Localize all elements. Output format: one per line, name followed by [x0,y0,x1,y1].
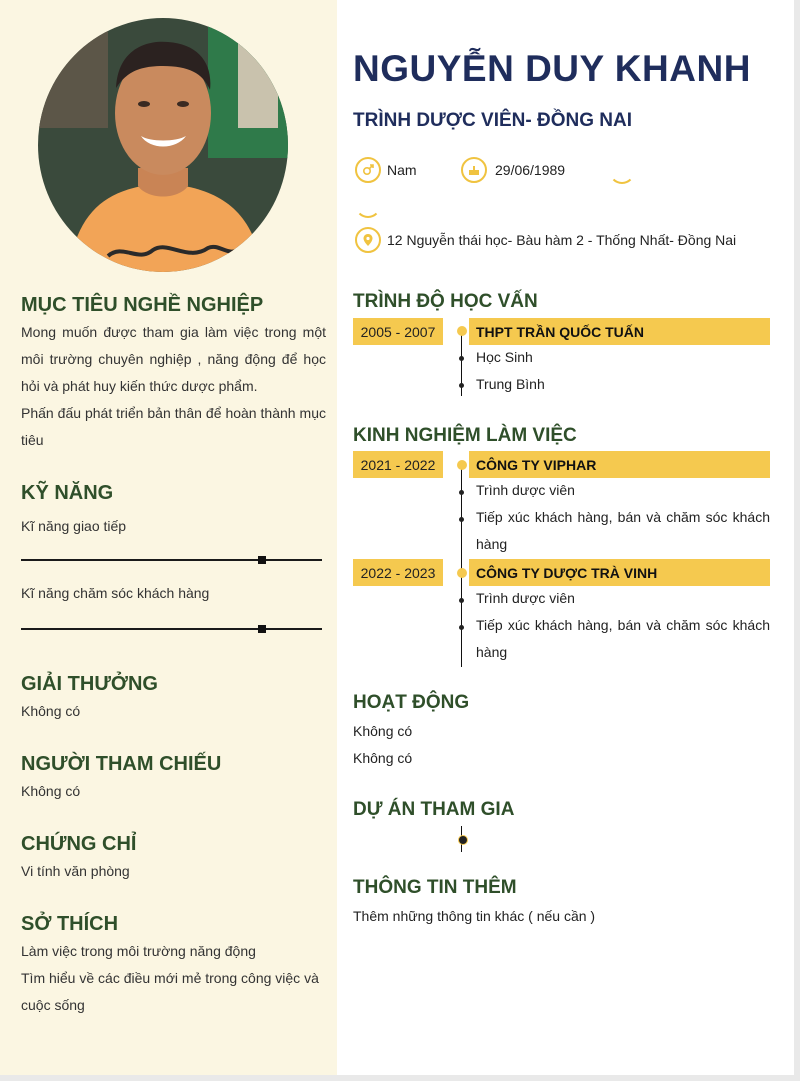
birthday-cake-icon [461,157,487,183]
skills-title: KỸ NĂNG [21,482,114,504]
hobbies-text-1: Làm việc trong môi trường năng động [21,943,256,959]
activities-text-1: Không có [353,723,413,739]
education-grade: Trung Bình [476,376,545,392]
address-info [355,227,736,253]
experience-title: KINH NGHIỆM LÀM VIỆC [353,425,577,446]
experience-2-role: Trình dược viên [476,590,575,606]
skill-bar-customer-care [21,628,322,630]
skill-knob [258,625,266,633]
gender-value: Nam [387,162,417,178]
certificates-title: CHỨNG CHỈ [21,833,137,855]
certificates-text: Vi tính văn phòng [21,863,130,879]
experience-1-company: CÔNG TY VIPHAR [469,451,770,478]
bullet-dot [459,490,464,495]
timeline-dot [457,326,467,336]
skill-knob [258,556,266,564]
education-title: TRÌNH ĐỘ HỌC VẤN [353,291,538,312]
references-section [21,753,326,805]
objective-section [21,294,326,454]
timeline-dot [457,568,467,578]
birthday-info [461,157,565,183]
timeline-dot [458,835,468,845]
bullet-dot [459,383,464,388]
awards-section [21,673,326,725]
hobbies-section [21,913,326,1019]
skills-section [21,482,326,534]
gender-info [355,157,417,183]
email-icon-placeholder [355,192,381,218]
references-title: NGƯỜI THAM CHIẾU [21,753,222,775]
skill-bar-communication [21,559,322,561]
awards-text: Không có [21,703,81,719]
address-value: 12 Nguyễn thái học- Bàu hàm 2 - Thống Nhất- Đồng Nai [387,232,737,248]
bullet-dot [459,625,464,630]
certificates-section [21,833,326,885]
hobbies-title: SỞ THÍCH [21,913,119,935]
phone-icon-placeholder [609,158,635,184]
experience-2-desc: Tiếp xúc khách hàng, bán và chăm sóc khách hàng [476,617,770,660]
profile-photo [38,18,288,272]
experience-1-date: 2021 - 2022 [353,451,443,478]
bullet-dot [459,356,464,361]
objective-text-2: Phấn đấu phát triển bản thân để hoàn thành mục tiêu [21,405,326,448]
references-text: Không có [21,783,81,799]
timeline-dot [457,460,467,470]
activities-text-2: Không có [353,750,413,766]
experience-2-date: 2022 - 2023 [353,559,443,586]
additional-text: Thêm những thông tin khác ( nếu cần ) [353,908,596,924]
objective-text-1: Mong muốn được tham gia làm việc trong một môi trường chuyên nghiệp , năng động để học hỏi và phát huy kiến thức dược phẩm. [21,324,326,394]
candidate-position: TRÌNH DƯỢC VIÊN- ĐỒNG NAI [353,110,632,131]
map-pin-icon [355,227,381,253]
additional-title: THÔNG TIN THÊM [353,877,517,898]
experience-1-role: Trình dược viên [476,482,575,498]
skill-label-communication: Kĩ năng giao tiếp [21,518,127,534]
experience-1-desc: Tiếp xúc khách hàng, bán và chăm sóc khách hàng [476,509,770,552]
objective-title: MỤC TIÊU NGHỀ NGHIỆP [21,294,264,316]
skill-item-customer-care [21,585,326,601]
experience-2-company: CÔNG TY DƯỢC TRÀ VINH [469,559,770,586]
education-major: Học Sinh [476,349,533,365]
activities-title: HOẠT ĐỘNG [353,692,470,713]
bullet-dot [459,517,464,522]
awards-title: GIẢI THƯỞNG [21,673,158,695]
projects-title: DỰ ÁN THAM GIA [353,799,515,820]
skill-label-customer-care: Kĩ năng chăm sóc khách hàng [21,585,210,601]
gender-icon [355,157,381,183]
education-school: THPT TRẦN QUỐC TUẤN [469,318,770,345]
hobbies-text-2: Tìm hiểu về các điều mới mẻ trong công việc và cuộc sống [21,970,319,1013]
candidate-name: NGUYỄN DUY KHANH [353,48,751,89]
bullet-dot [459,598,464,603]
birthday-value: 29/06/1989 [495,162,566,178]
education-date: 2005 - 2007 [353,318,443,345]
